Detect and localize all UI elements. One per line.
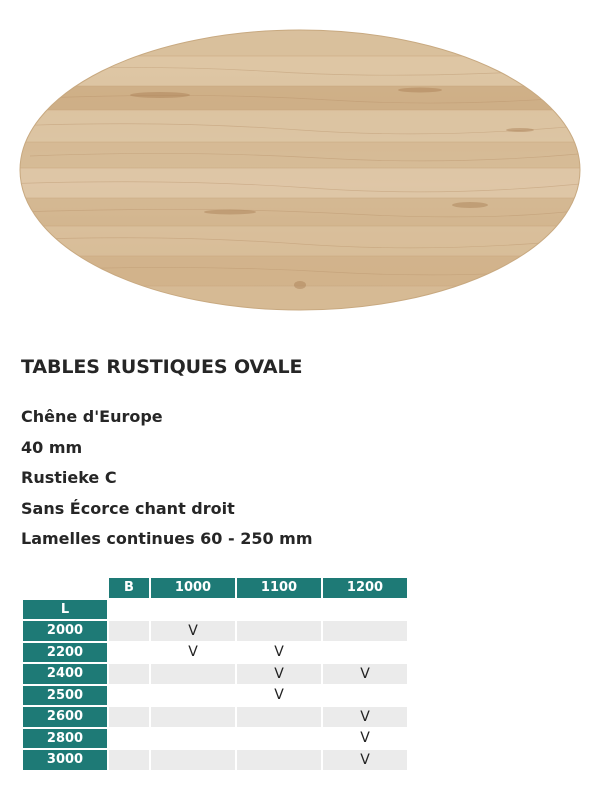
availability-cell [151,729,235,751]
availability-cell [237,750,321,772]
table-row [23,707,407,729]
length-label: 2800 [23,729,107,751]
length-label: 3000 [23,750,107,772]
spec-edge: Sans Écorce chant droit [21,498,235,518]
spec-thickness: 40 mm [21,437,83,457]
availability-cell [151,750,235,772]
length-label: 2400 [23,664,107,686]
availability-cell [323,643,407,665]
length-axis-label: L [23,600,107,622]
length-header-row [23,600,407,622]
width-header: 1000 [151,578,235,600]
length-label: 2600 [23,707,107,729]
availability-cell [237,707,321,729]
width-header: 1200 [323,578,407,600]
availability-cell [151,686,235,708]
length-label: 2500 [23,686,107,708]
length-label: 2000 [23,621,107,643]
availability-cell [323,621,407,643]
spec-list [21,403,313,556]
size-availability-table [21,578,409,772]
product-image [0,0,600,330]
oval-table-top [0,20,600,320]
table-row [23,750,407,772]
spec-wood-species: Chêne d'Europe [21,407,163,426]
spec-grade: Rustieke C [21,468,117,487]
availability-cell [237,621,321,643]
availability-cell: V [323,664,407,686]
length-label: 2200 [23,643,107,665]
table-row [23,643,407,665]
availability-cell: V [323,750,407,772]
availability-cell [237,729,321,751]
availability-cell [323,686,407,708]
table-row [23,686,407,708]
availability-cell: V [237,686,321,708]
page-title: TABLES RUSTIQUES OVALE [21,356,303,378]
availability-cell: V [151,621,235,643]
availability-cell: V [323,707,407,729]
availability-cell: V [237,664,321,686]
spec-lamellas: Lamelles continues 60 - 250 mm [21,529,313,548]
table-row [23,664,407,686]
width-axis-label: B [109,578,149,600]
availability-cell [151,707,235,729]
table-row [23,729,407,751]
table-row [23,621,407,643]
width-header-row [23,578,407,600]
availability-cell: V [237,643,321,665]
availability-cell: V [151,643,235,665]
width-header: 1100 [237,578,321,600]
availability-cell [151,664,235,686]
availability-cell: V [323,729,407,751]
